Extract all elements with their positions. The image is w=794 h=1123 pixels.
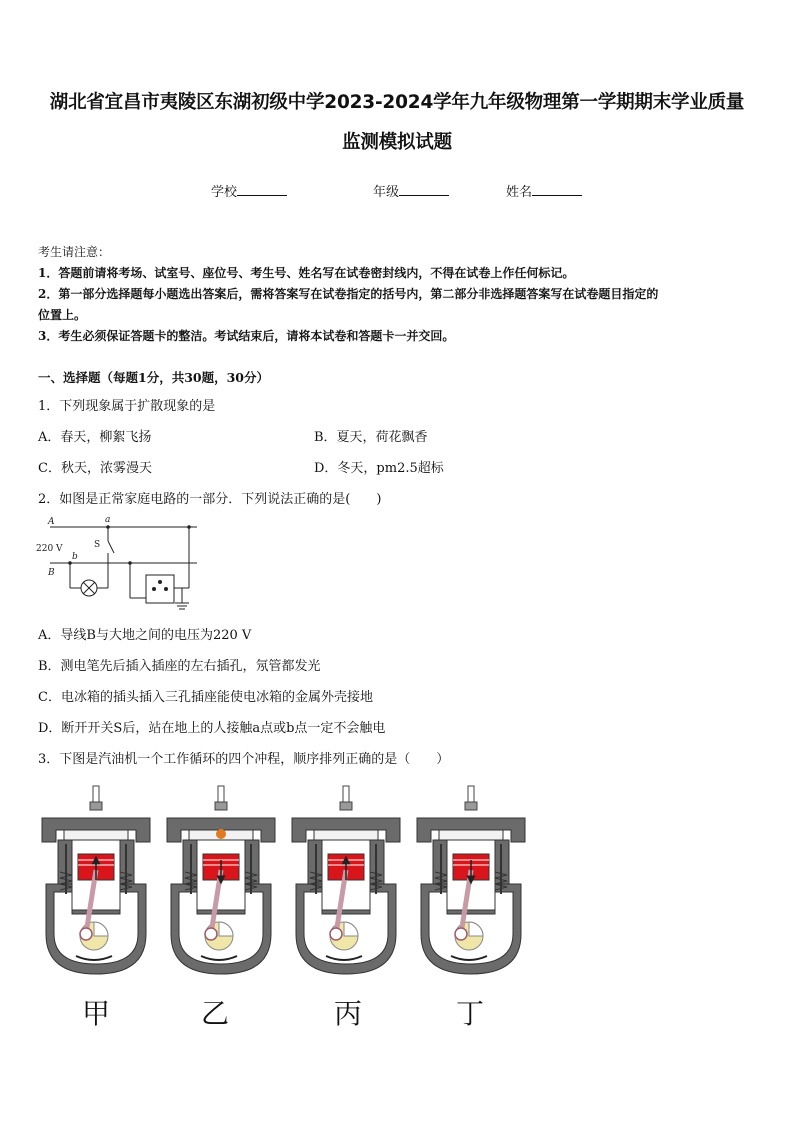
notes-item-2: 2．第一部分选择题每小题选出答案后，需将答案写在试卷指定的括号内，第二部分非选择题答案写在试卷题目指定的 bbox=[38, 287, 659, 301]
question-2-option-a: A．导线B与大地之间的电压为220 V bbox=[38, 628, 252, 643]
school-blank[interactable] bbox=[237, 183, 287, 196]
question-2-stem: 2．如图是正常家庭电路的一部分．下列说法正确的是( ) bbox=[38, 492, 382, 507]
notes-item-3: 3．考生必须保证答题卡的整洁。考试结束后，请将本试卷和答题卡一并交回。 bbox=[38, 329, 455, 343]
question-2-option-c: C．电冰箱的插头插入三孔插座能使电冰箱的金属外壳接地 bbox=[38, 690, 373, 705]
notes-heading: 考生请注意： bbox=[38, 245, 111, 259]
label-B: B bbox=[48, 568, 55, 578]
notes-item-1: 1．答题前请将考场、试室号、座位号、考生号、姓名写在试卷密封线内，不得在试卷上作任何标记。 bbox=[38, 266, 575, 280]
question-1-option-d: D．冬天，pm2.5超标 bbox=[314, 461, 444, 476]
engine-ding bbox=[417, 786, 525, 974]
school-field bbox=[211, 181, 287, 200]
caption-bing: 丙 bbox=[334, 997, 363, 1030]
label-b: b bbox=[72, 552, 78, 562]
name-label: 姓名 bbox=[506, 185, 533, 200]
question-1-option-b: B．夏天，荷花飘香 bbox=[314, 430, 428, 445]
page-title: 湖北省宜昌市夷陵区东湖初级中学2023-2024学年九年级物理第一学期期末学业质量 bbox=[49, 92, 745, 113]
engine-jia bbox=[42, 786, 150, 974]
section-heading: 一、选择题（每题1分，共30题，30分） bbox=[38, 370, 269, 385]
question-1-stem: 1．下列现象属于扩散现象的是 bbox=[38, 399, 216, 414]
engine-stroke-figure bbox=[38, 784, 528, 984]
circuit-diagram bbox=[34, 513, 204, 613]
name-field bbox=[506, 181, 582, 200]
name-blank[interactable] bbox=[532, 183, 582, 196]
label-A: A bbox=[48, 517, 55, 527]
school-label: 学校 bbox=[211, 185, 238, 200]
engine-yi bbox=[167, 786, 275, 974]
label-220V: 220 V bbox=[36, 544, 63, 554]
question-1-option-a: A．春天，柳絮飞扬 bbox=[38, 430, 152, 445]
question-3-stem: 3．下图是汽油机一个工作循环的四个冲程，顺序排列正确的是（ ） bbox=[38, 752, 450, 767]
grade-blank[interactable] bbox=[399, 183, 449, 196]
label-S: S bbox=[94, 540, 101, 550]
engine-bing bbox=[292, 786, 400, 974]
notes-item-2-cont: 位置上。 bbox=[38, 308, 87, 322]
label-a: a bbox=[105, 515, 111, 525]
caption-ding: 丁 bbox=[456, 997, 485, 1030]
grade-label: 年级 bbox=[373, 185, 400, 200]
question-2-option-d: D．断开开关S后，站在地上的人接触a点或b点一定不会触电 bbox=[38, 721, 386, 736]
page-title-continued: 监测模拟试题 bbox=[342, 132, 452, 153]
caption-jia: 甲 bbox=[82, 997, 111, 1030]
question-1-option-c: C．秋天，浓雾漫天 bbox=[38, 461, 152, 476]
notes-block bbox=[38, 242, 760, 347]
caption-yi: 乙 bbox=[201, 997, 230, 1030]
grade-field bbox=[373, 181, 449, 200]
question-2-option-b: B．测电笔先后插入插座的左右插孔，氖管都发光 bbox=[38, 659, 321, 674]
